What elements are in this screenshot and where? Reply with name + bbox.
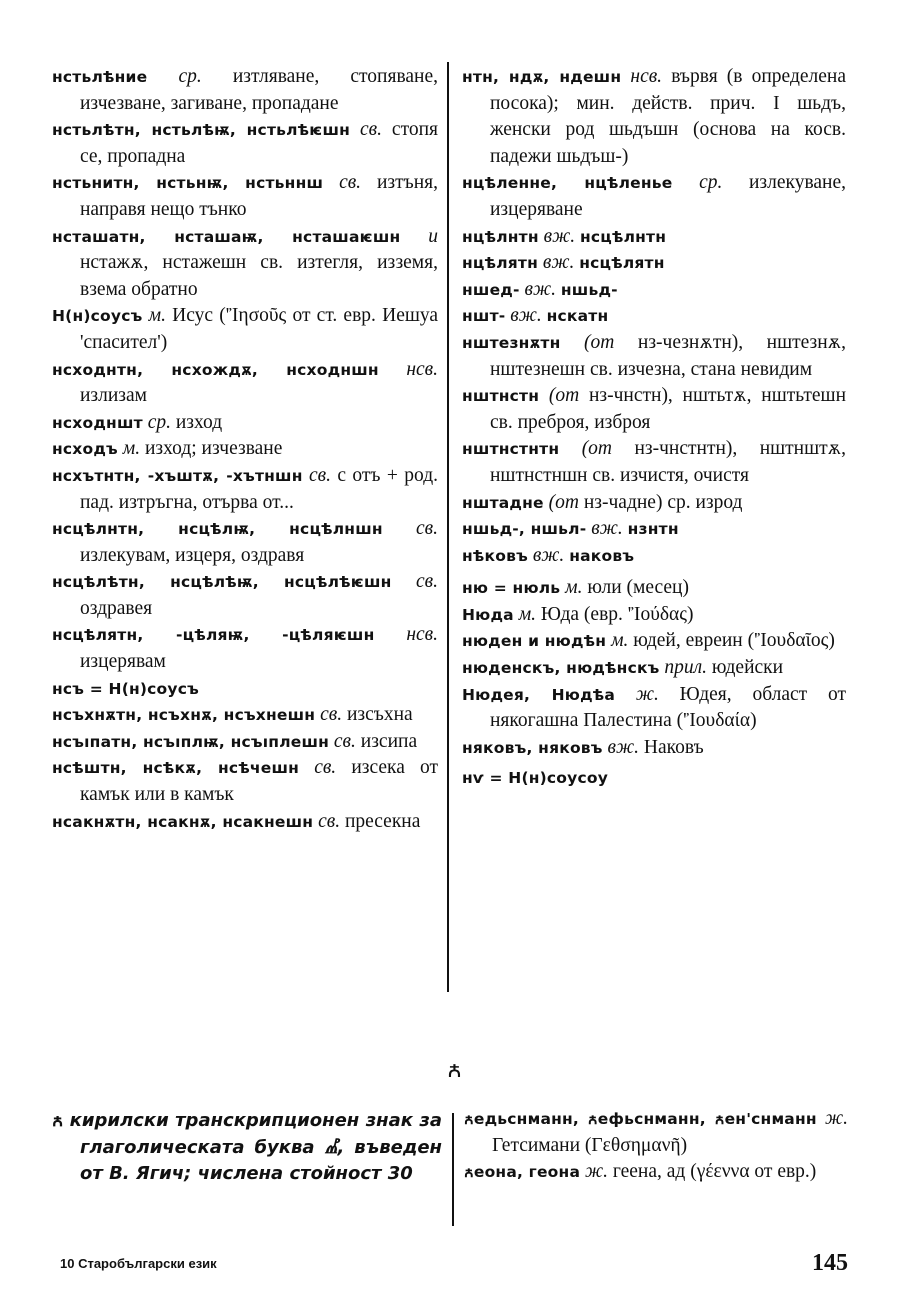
definition: изсипа [360,730,418,752]
headword: Н(н)соусъ [52,307,143,326]
dictionary-entry [462,170,846,223]
footer-signature: 10 Старобългарски език [60,1256,217,1271]
dictionary-entry [462,330,846,383]
grammar-label: нсв. [406,358,439,380]
definition: Исус ('Ἰησοῦς от ст. евр. Иешуа 'спасител') [80,305,439,353]
grammar-label: вж. [607,736,640,758]
grammar-label: ср. [178,66,202,87]
left-column [52,64,438,835]
headword: нюденскъ, нюдѣнскъ [462,659,660,678]
grammar-label: вж. [591,518,623,540]
bottom-left-column [52,1108,442,1188]
headword: нюден и нюдѣн [462,632,607,651]
grammar-label: св. [416,518,438,540]
definition: юли (месец) [587,577,689,599]
grammar-label: нсв. [406,624,439,646]
grammar-label: м. [518,603,537,625]
grammar-label: (от [581,438,613,460]
definition: юдей, евреин ('Ἰουδαῖος) [633,630,835,652]
grammar-label: м. [122,438,141,460]
headword: нсъ = Н(н)соусъ [52,679,199,698]
headword: нштезнѫтн [462,333,561,352]
headword: ншед- [462,280,520,299]
definition: излизам [80,385,148,407]
grammar-label: св. [416,571,438,593]
dictionary-entry [462,765,846,792]
page-number: 145 [812,1250,848,1276]
dictionary-entry [462,628,846,655]
grammar-label: м. [611,630,629,652]
right-column [462,64,846,792]
definition: изход; изчезване [145,438,283,460]
headword: ꙉеона, геона [464,1163,581,1182]
grammar-label: (от [584,331,615,353]
grammar-label: (от [548,491,579,513]
grammar-label: ж. [584,1161,608,1183]
headword: нштадне [462,493,544,512]
dictionary-entry [52,702,438,729]
dictionary-entry [462,543,846,570]
dictionary-entry [52,224,438,304]
dictionary-entry [52,303,438,356]
grammar-label: вж. [510,305,542,327]
definition: оздравея [80,597,153,619]
cross-reference: нзнтн [627,520,679,539]
definition: Наковъ [643,736,704,758]
headword: нсташатн, нсташаѭ, нсташаѥшн [52,227,401,246]
dictionary-entry [462,655,846,682]
definition: юдейски [711,657,784,679]
grammar-label: св. [309,464,331,486]
grammar-label: м. [565,577,583,599]
dictionary-entry [52,755,438,808]
headword: нстьлѣтн, нстьлѣѭ, нстьлѣѥшн [52,121,351,140]
dictionary-entry [52,463,438,516]
dictionary-entry [52,569,438,622]
dictionary-entry [462,303,846,330]
headword: ꙉедьснманн, ꙉефьснманн, ꙉен'снманн [464,1110,817,1128]
dictionary-entry [462,575,846,602]
dictionary-entry [52,357,438,410]
definition: изтъня, направя нещо тънко [80,172,438,220]
headword: нсъıпатн, нсъıплѭ, нсъıплешн [52,732,330,751]
headword: нштнстнтн [462,440,560,459]
headword: нсцѣлнтн, нсцѣлѭ, нсцѣлншн [52,520,383,539]
definition: нз-чадне) ср. изрод [583,491,743,513]
headword: нсходнтн, нсхождѫ, нсходншн [52,360,379,379]
cross-reference: нсцѣлнтн [580,227,667,246]
headword: нсъхнѫтн, нсъхнѫ, нсъхнешн [52,706,316,725]
grammar-label: вж. [543,225,576,247]
headword: нсцѣлятн, -цѣляѭ, -цѣляѥшн [52,626,375,645]
headword: Нюдея, Нюдѣа [462,685,616,704]
definition: Юда (евр. 'Ἰούδας) [540,603,694,625]
dictionary-entry [52,410,438,437]
headword: ншт- [462,307,506,326]
headword: нцѣлнтн [462,227,539,246]
grammar-label: вж. [524,278,556,300]
grammar-label: св. [314,757,337,779]
dictionary-entry [462,516,846,543]
grammar-label: св. [318,810,341,832]
grammar-label: нсв. [630,66,663,87]
definition: пресекна [344,810,421,832]
bottom-right-column [464,1106,848,1186]
cross-reference: ншьд- [560,280,618,299]
dictionary-entry [462,735,846,762]
headword: нсѣштн, нсѣкѫ, нсѣчешн [52,759,300,778]
grammar-label: ж. [635,683,659,705]
definition: нз-чезнѫтн), нштезнѫ, нштезнешн св. изчезна, стана невидим [490,331,847,380]
definition: изсека от камък или в камък [80,757,438,806]
dictionary-entry [462,436,846,489]
headword: нстьнитн, нстьнѭ, нстьннш [52,174,324,193]
grammar-label: св. [320,704,343,726]
cross-reference: наковъ [569,546,635,565]
column-divider-bottom [452,1113,454,1226]
headword: нѵ = Н(н)соусоу [462,769,608,788]
definition: вървя (в определена посока); мин. действ. прич. I шьдъ, женски род шьдъшн (основа на косв. падежи шьдъш-) [490,66,846,167]
definition: нстажѫ, нстажешн св. изтегля, изземя, взема обратно [80,252,438,300]
headword: нсцѣлѣтн, нсцѣлѣѭ, нсцѣлѣѥшн [52,573,392,592]
grammar-label: св. [360,119,382,141]
dictionary-entry [462,490,846,517]
grammar-label: м. [148,305,166,327]
headword: нтн, ндѫ, ндешн [462,68,622,86]
dictionary-entry [52,809,438,836]
dictionary-entry [462,250,846,277]
definition: Гетсимани (Γεθσημανῆ) [492,1134,688,1156]
section-letter: ꙉ [447,1055,462,1083]
dictionary-entry [52,622,438,675]
headword: нсакнѫтн, нсакнѫ, нсакнешн [52,812,314,831]
cross-reference: нскатн [546,307,609,326]
headword: ꙉ [52,1110,64,1131]
grammar-label: ср. [699,172,723,194]
grammar-label: и [428,225,438,247]
definition: изтляване, стопяване, изчезване, загиване, пропадане [80,66,439,114]
dictionary-entry [464,1106,848,1159]
dictionary-entry [462,277,846,304]
grammar-label: вж. [532,544,565,566]
definition: стопя се, пропадна [80,119,438,167]
grammar-label: прил. [664,657,708,679]
definition: геена, ад (γέεννα от евр.) [612,1161,817,1183]
definition: излекуване, изцеряване [490,172,847,220]
dictionary-entry [52,64,438,117]
dictionary-entry [52,729,438,756]
definition: нз-чнстнтн), нштнштѫ, нштнстншн св. изчистя, очистя [490,438,846,486]
dictionary-entry [462,602,846,629]
grammar-label: св. [333,730,356,752]
dictionary-entry [462,224,846,251]
grammar-label: ср. [147,411,171,433]
headword: нцѣлятн [462,254,539,273]
headword: нстьлѣние [52,68,148,86]
headword: ншьд-, ншьл- [462,520,587,539]
dictionary-entry [52,436,438,463]
definition: изцерявам [80,651,166,673]
dictionary-entry [52,1108,442,1188]
definition: излекувам, изцеря, оздравя [80,544,305,566]
headword: Нюда [462,605,514,624]
dictionary-entry [462,64,846,170]
definition: с отъ + род. пад. изтръгна, отърва от... [80,464,438,513]
dictionary-entry [52,516,438,569]
headword: нсходншт [52,413,143,432]
headword: няковъ, няковъ [462,738,603,757]
cross-reference: нсцѣлятн [579,254,665,273]
definition: изход [175,411,223,433]
grammar-label: (от [548,385,580,407]
headword: нштнстн [462,387,540,406]
dictionary-entry [462,383,846,436]
headword: нсхътнтн, -хъштѫ, -хътншн [52,466,303,485]
dictionary-entry [52,676,438,703]
dictionary-entry [52,117,438,170]
headword: нѣковъ [462,546,528,565]
definition: нз-чнстн), нштьтѫ, нштьтешн св. преброя, изброя [490,385,847,433]
dictionary-entry [462,682,846,735]
definition: кирилски транскрипционен знак за глаголическата буква Ⰼ, въведен от В. Ягич; числена стойност 30 [69,1110,442,1185]
headword: ню = нюль [462,579,561,598]
headword: нсходъ [52,440,118,459]
headword: нцѣленне, нцѣленье [462,174,673,193]
column-divider [447,62,449,992]
grammar-label: св. [339,172,362,194]
definition: Юдея, област от някогашна Палестина ('Ἰουδαία) [490,683,847,732]
dictionary-entry [464,1159,848,1186]
definition: изсъхна [346,704,413,726]
grammar-label: вж. [542,252,575,274]
dictionary-entry [52,170,438,223]
grammar-label: ж. [824,1108,848,1129]
